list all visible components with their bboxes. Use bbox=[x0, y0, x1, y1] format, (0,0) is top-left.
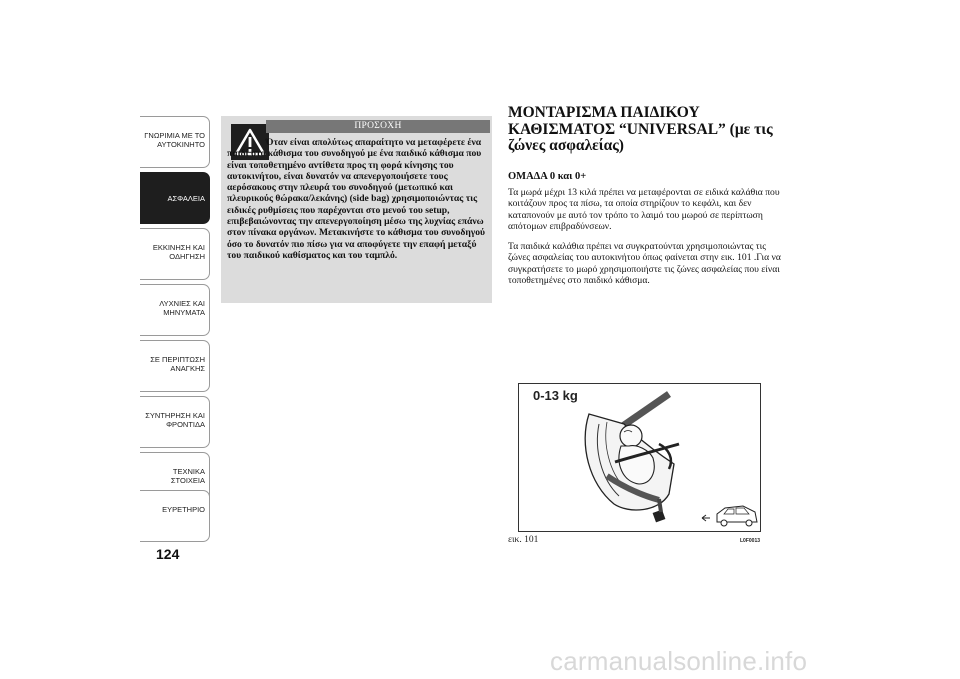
tab-technical-data[interactable]: ΤΕΧΝΙΚΑ ΣΤΟΙΧΕΙΑ bbox=[140, 452, 210, 504]
figure-code: L0F0013 bbox=[740, 538, 761, 544]
warning-box bbox=[221, 116, 492, 303]
paragraph-1: Τα μωρά μέχρι 13 κιλά πρέπει να μεταφέρονται σε ειδικά καλάθια που κοιτάζουν προς τα πίσω, τα οποία στηρίζουν το κεφάλι, και δεν καταπονούν με αυτό τον τρόπο το λαιμό του μωρού σε περίπτωση απότομων επιβραδύνσεων. bbox=[508, 187, 780, 233]
tab-emergency[interactable]: ΣΕ ΠΕΡΙΠΤΩΣΗ ΑΝΑΓΚΗΣ bbox=[140, 340, 210, 392]
section-heading: ΜΟΝΤΑΡΙΣΜΑ ΠΑΙΔΙΚΟΥ ΚΑΘΙΣΜΑΤΟΣ “UNIVERSAL” (με τις ζώνες ασφαλείας) bbox=[508, 104, 773, 154]
group-heading: ΟΜΑΔΑ 0 και 0+ bbox=[508, 171, 587, 182]
page-number: 124 bbox=[156, 546, 180, 562]
warning-title: ΠΡΟΣΟΧΗ bbox=[354, 121, 402, 131]
watermark: carmanualsonline.info bbox=[550, 646, 808, 676]
tab-warning-lights[interactable]: ΛΥΧΝΙΕΣ ΚΑΙ ΜΗΝΥΜΑΤΑ bbox=[140, 284, 210, 336]
figure-caption: εικ. 101 bbox=[508, 535, 539, 545]
tab-starting-driving[interactable]: ΕΚΚΙΝΗΣΗ ΚΑΙ ΟΔΗΓΗΣΗ bbox=[140, 228, 210, 280]
warning-text: Όταν είναι απολύτως απαραίτητο να μεταφέρετε ένα παιδί στο κάθισμα του συνοδηγού με ένα παιδικό κάθισμα που είναι τοποθετημένο αντίθετα προς τη φορά κίνησης του αυτοκινήτου, είναι δυνατόν να απενεργοποιήσετε τους αερόσακους στην πλευρά του συνοδηγού (μετωπικό και πλευρικούς θώρακα/λεκάνης) (side bag) χρησιμοποιώντας τις ειδικές ρυθμίσεις που παρέχονται στο μενού του setup, επιβεβαιώνοντας την απενεργοποίηση μέσω της λυχνίας επάνω στον πίνακα οργάνων. Μετακινήστε το κάθισμα του συνοδηγού όσο το δυνατόν πιο πίσω για να αποφύγετε την επαφή μεταξύ του παιδικού καθίσματος και του ταμπλό. bbox=[227, 137, 486, 261]
tab-maintenance[interactable]: ΣΥΝΤΗΡΗΣΗ ΚΑΙ ΦΡΟΝΤΙΔΑ bbox=[140, 396, 210, 448]
paragraph-2: Τα παιδικά καλάθια πρέπει να συγκρατούνται χρησιμοποιώντας τις ζώνες ασφαλείας του αυτοκινήτου όπως φαίνεται στην εικ. 101 .Για να συγκρατήσετε το μωρό χρησιμοποιήστε τις ζώνες ασφαλείας που είναι τοποθετημένες στο παιδικό κάθισμα. bbox=[508, 241, 781, 287]
tab-index[interactable]: ΕΥΡΕΤΗΡΙΟ bbox=[140, 490, 210, 542]
child-seat-illustration bbox=[519, 384, 762, 533]
figure-child-seat bbox=[518, 383, 761, 532]
tab-safety[interactable]: ΑΣΦΑΛΕΙΑ bbox=[140, 172, 210, 224]
tab-getting-to-know[interactable]: ΓΝΩΡΙΜΙΑ ΜΕ ΤΟ ΑΥΤΟΚΙΝΗΤΟ bbox=[140, 116, 210, 168]
figure-weight-label: 0-13 kg bbox=[533, 388, 578, 403]
